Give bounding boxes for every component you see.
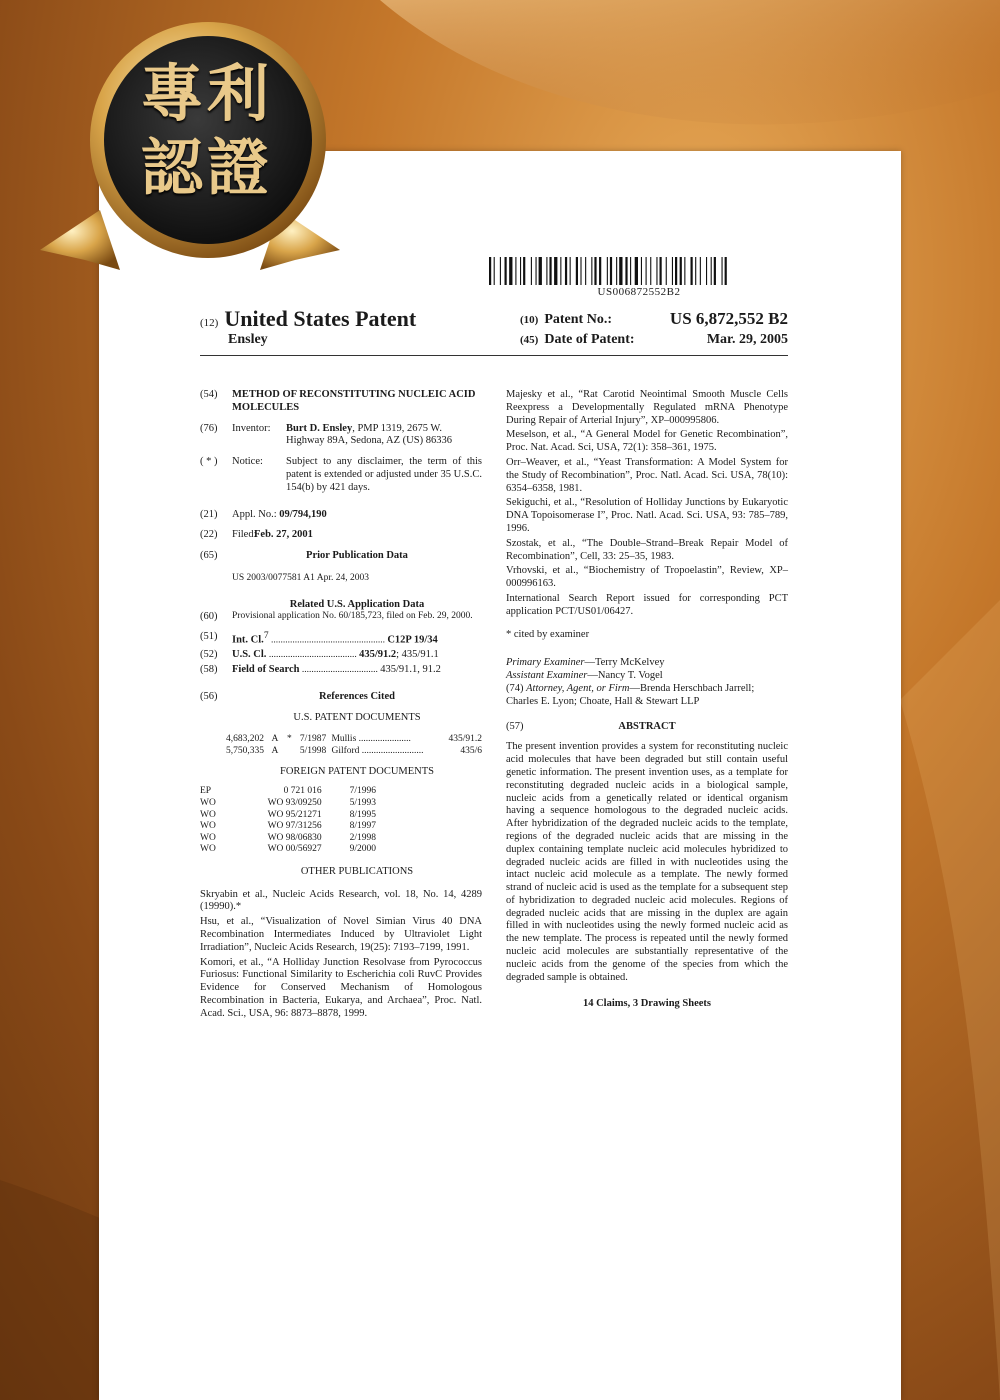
appl-row: [200, 509, 482, 522]
notice-code: ( * ): [200, 456, 218, 468]
patent-no-label: Patent No.:: [544, 312, 612, 327]
patent-number: US 6,872,552 B2: [669, 309, 788, 328]
primary-name: —Terry McKelvey: [584, 657, 665, 669]
other-pubs-list: [200, 889, 482, 1021]
patent-date-row: [520, 331, 788, 348]
publication-entry: Majesky et al., “Rat Carotid Neointimal Smooth Muscle Cells Reexpress a Developmentally Regulated mRNA Phenotype During Repair of Arterial Injury”, XP–000995806.: [506, 389, 788, 426]
barcode-bar: [539, 257, 542, 285]
barcode-bar: [523, 257, 525, 285]
assistant-examiner: [506, 670, 788, 683]
barcode-bar: [520, 257, 521, 285]
invention-title: METHOD OF RECONSTITUTING NUCLEIC ACID MOLECULES: [232, 389, 476, 413]
barcode-bar: [546, 257, 547, 285]
barcode-bar: [531, 257, 532, 285]
filed-row: [200, 529, 482, 542]
inventor-name: Burt D. Ensley: [286, 422, 353, 434]
abstract-text: The present invention provides a system for reconstituting nucleic acid molecules that have been degraded but still contain useful genetic information. The present invention uses, as a template for reconstituting degraded nucleic acids in a biological sample, nucleic acids from a genetically related or identical organism having a sequence homologous to the degraded nucleic acids. After hybridization of the degraded nucleic acids to the template, regions of the degraded nucleic acids that are missing in the duplex containing template nucleic acid molecules hybridized to degraded nucleic acids are filled in with nucleotides using the intact nucleic acid molecule as a template. The newly formed strand of nucleic acid is used as the template for a subsequent step of hybridization to degraded nucleic acid molecules. Regions of degraded nucleic acids that are missing in the duplex are again filled in with nucleotides using the newly formed nucleic acid as the new template. The process is repeated until the newly formed nucleic acid molecules are substantially representative of the nucleic acids from the genome of the species from which the degraded sample is obtained.: [506, 741, 788, 983]
foreign-doc-cell: WO 97/31256: [267, 821, 322, 832]
barcode: [489, 257, 789, 285]
barcode-bar: [691, 257, 693, 285]
barcode-bar: [666, 257, 667, 285]
barcode-bar: [714, 257, 716, 285]
foreign-docs-heading: FOREIGN PATENT DOCUMENTS: [279, 765, 435, 777]
us-docs-table: [226, 734, 482, 757]
foreign-doc-cell: 8/1995: [349, 809, 377, 820]
barcode-bar: [625, 257, 627, 285]
inventor-row: [200, 423, 482, 449]
inventor-label: Inventor:: [232, 422, 271, 434]
barcode-bar: [610, 257, 612, 285]
publication-entry: Meselson, et al., “A General Model for Genetic Recombination”, Proc. Nat. Acad. Sci, USA, 72(1): 358–361, 1975.: [506, 429, 788, 454]
abstract-code: (57): [506, 720, 524, 732]
foreign-doc-row: [200, 798, 400, 810]
barcode-bar: [700, 257, 701, 285]
kind-code: (12): [200, 317, 219, 329]
int-cl-row: [200, 631, 482, 647]
uscl-value-main: 435/91.2: [359, 649, 397, 661]
barcode-bar: [576, 257, 578, 285]
barcode-bar: [635, 257, 638, 285]
barcode-bar: [591, 257, 592, 285]
patent-title-block: [200, 306, 416, 333]
barcode-bar: [494, 257, 495, 285]
barcode-bar: [585, 257, 586, 285]
date-label: Date of Patent:: [544, 332, 635, 347]
barcode-bar: [650, 257, 651, 285]
barcode-bar: [680, 257, 682, 285]
field-label: Field of Search: [232, 664, 300, 676]
publication-entry: Szostak, et al., “The Double–Strand–Break Repair Model of Recombination”, Cell, 33: 25–35, 1983.: [506, 537, 788, 562]
assistant-name: —Nancy T. Vogel: [587, 670, 663, 682]
barcode-bar: [619, 257, 622, 285]
field-code: (58): [200, 664, 218, 676]
attorney-label: Attorney, Agent, or Firm: [526, 682, 630, 694]
publication-entry: Orr–Weaver, et al., “Yeast Transformation: A Model System for the Study of Recombination”, Proc. Natl. Acad. Sci. USA, 78(10): 6354–6358, 1981.: [506, 456, 788, 494]
barcode-bar: [616, 257, 617, 285]
uscl-code: (52): [200, 649, 218, 661]
abstract-heading-row: [506, 721, 788, 734]
us-doc-row: [226, 746, 482, 758]
cited-note: * cited by examiner: [506, 628, 590, 640]
barcode-bar: [660, 257, 662, 285]
barcode-bar: [489, 257, 491, 285]
foreign-doc-cell: 2/1998: [349, 832, 377, 843]
barcode-bar: [505, 257, 507, 285]
barcode-bar: [509, 257, 512, 285]
assistant-label: Assistant Examiner: [506, 670, 588, 682]
foreign-doc-cell: 9/2000: [349, 844, 377, 855]
foreign-doc-cell: 0 721 016: [283, 786, 322, 797]
foreign-doc-cell: WO: [200, 821, 216, 832]
foreign-doc-cell: 8/1997: [349, 821, 377, 832]
intcl-value: C12P 19/34: [387, 634, 438, 646]
intcl-code: (51): [200, 630, 218, 642]
foreign-doc-row: [200, 821, 400, 833]
attorney-row: [506, 683, 788, 709]
uscl-label: U.S. Cl.: [232, 649, 267, 661]
claims-summary: 14 Claims, 3 Drawing Sheets: [582, 998, 712, 1010]
badge-line-1: 專利: [140, 57, 273, 130]
barcode-bar: [515, 257, 516, 285]
refs-code: (56): [200, 690, 218, 702]
filed-label: Filed:: [232, 529, 257, 541]
prov-code: (60): [200, 611, 218, 623]
prior-pub-heading: Prior Publication Data: [306, 550, 408, 562]
barcode-bar: [570, 257, 571, 285]
barcode-bar: [706, 257, 707, 285]
filed-date: Feb. 27, 2001: [254, 529, 313, 541]
us-doc-cell: Gilford ..........................: [331, 745, 424, 756]
barcode-bar: [646, 257, 647, 285]
barcode-bar: [641, 257, 642, 285]
intcl-dots: ................................................: [268, 635, 388, 646]
filed-code: (22): [200, 529, 218, 541]
provisional-text: Provisional application No. 60/185,723, filed on Feb. 29, 2000.: [232, 611, 473, 622]
barcode-bar: [549, 257, 551, 285]
left-column: [200, 389, 482, 1023]
foreign-doc-cell: WO 98/06830: [267, 832, 322, 843]
attorney-name: —Brenda Herschbach Jarrell; Charles E. Lyon; Choate, Hall & Stewart LLP: [506, 682, 755, 707]
prior-code: (65): [200, 550, 218, 562]
patent-type-title: United States Patent: [224, 306, 417, 331]
field-value: 435/91.1, 91.2: [380, 664, 441, 676]
publication-entry: Komori, et al., “A Holliday Junction Resolvase from Pyrococcus Furiosus: Functional Similarity to Escherichia coli RuvC Provides Evidence for Conserved Mechanism of Homologous Recombination in Bacteria, Eukarya, and Archaea”, Proc. Natl. Acad. Sci., USA, 96: 8873–8878, 1999.: [200, 956, 482, 1019]
notice-row: [200, 456, 482, 494]
notice-text: Subject to any disclaimer, the term of this patent is extended or adjusted under 35 U.S.C. 154(b) by 421 days.: [286, 456, 482, 493]
invention-title-row: [200, 389, 482, 415]
foreign-doc-cell: WO: [200, 844, 216, 855]
publication-entry: Vrhovski, et al., “Biochemistry of Tropoelastin”, Review, XP–000996163.: [506, 565, 788, 590]
inventor-address: , PMP 1319, 2675 W. Highway 89A, Sedona, AZ (US) 86336: [286, 422, 452, 447]
header-rule: [200, 355, 788, 356]
barcode-bar: [725, 257, 727, 285]
foreign-doc-row: [200, 833, 400, 845]
us-doc-cell: *: [286, 734, 292, 745]
field-dots: ................................: [299, 665, 381, 676]
patent-no-code: (10): [520, 314, 539, 326]
us-doc-row: [226, 734, 482, 746]
foreign-doc-cell: WO 95/21271: [267, 809, 322, 820]
uscl-value-extra: ; 435/91.1: [396, 649, 439, 661]
us-doc-cell: 5/1998: [299, 745, 327, 756]
foreign-doc-cell: EP: [200, 786, 212, 797]
prior-pub-row: [200, 550, 482, 584]
patent-number-row: [520, 311, 788, 328]
us-doc-cell: A: [271, 734, 279, 745]
barcode-bar: [560, 257, 561, 285]
refs-heading: References Cited: [319, 690, 395, 702]
date-code: (45): [520, 334, 539, 346]
attorney-code: (74): [506, 682, 524, 694]
us-doc-cell: 7/1987: [299, 734, 327, 745]
foreign-doc-cell: WO: [200, 832, 216, 843]
us-doc-cell: 435/6: [460, 745, 482, 756]
us-doc-cell: A: [271, 745, 279, 756]
barcode-bar: [594, 257, 596, 285]
intcl-label: Int. Cl.: [232, 634, 264, 646]
badge-line-2: 認證: [140, 131, 273, 204]
related-heading: Related U.S. Application Data: [289, 598, 425, 610]
us-doc-cell: 435/91.2: [448, 734, 482, 745]
publication-entry: International Search Report issued for corresponding PCT application PCT/US01/06427.: [506, 592, 788, 617]
foreign-doc-row: [200, 786, 400, 798]
intcl-sup: 7: [263, 630, 269, 641]
barcode-bar: [630, 257, 631, 285]
patent-page: [99, 151, 901, 1400]
foreign-doc-row: [200, 810, 400, 822]
barcode-bar: [695, 257, 696, 285]
right-refs-list: [506, 389, 788, 619]
barcode-bar: [672, 257, 673, 285]
primary-label: Primary Examiner: [506, 657, 585, 669]
publication-entry: Skryabin et al., Nucleic Acids Research, vol. 18, No. 14, 4289 (19990).*: [200, 888, 482, 913]
header-inventor: Ensley: [228, 332, 268, 347]
publication-entry: Sekiguchi, et al., “Resolution of Holliday Junctions by Eukaryotic DNA Topoisomerase I”, Proc. Natl. Acad. Sci. USA, 93: 785–789, 1996.: [506, 497, 788, 534]
barcode-number: US006872552B2: [597, 286, 681, 298]
foreign-doc-cell: 5/1993: [349, 797, 377, 808]
prior-pub-text: US 2003/0077581 A1 Apr. 24, 2003: [232, 572, 369, 583]
provisional-row: [200, 611, 482, 623]
barcode-bar: [711, 257, 712, 285]
barcode-bar: [722, 257, 723, 285]
appl-number: 09/794,190: [279, 508, 327, 520]
barcode-bar: [554, 257, 557, 285]
uscl-dots: .....................................: [266, 650, 360, 661]
primary-examiner: [506, 657, 788, 670]
inventor-code: (76): [200, 422, 218, 434]
refs-row: [200, 691, 482, 704]
barcode-bar: [656, 257, 657, 285]
us-cl-row: [200, 649, 482, 662]
publication-entry: Hsu, et al., “Visualization of Novel Simian Virus 40 DNA Recombination Intermediates Induced by Ultraviolet Light Irradiation”, Nucleic Acids Research, 19(25): 7193–7199, 1991.: [200, 916, 482, 953]
other-pubs-heading: OTHER PUBLICATIONS: [300, 865, 414, 877]
foreign-doc-cell: WO: [200, 809, 216, 820]
abstract-heading: ABSTRACT: [618, 720, 676, 732]
us-doc-cell: [287, 746, 300, 758]
title-code: (54): [200, 389, 218, 400]
right-column: [506, 389, 788, 1011]
barcode-bar: [675, 257, 677, 285]
foreign-doc-row: [200, 844, 400, 856]
us-doc-cell: 4,683,202: [226, 734, 264, 745]
foreign-doc-cell: WO: [200, 797, 216, 808]
appl-label: Appl. No.:: [232, 508, 277, 520]
foreign-doc-cell: WO 93/09250: [267, 797, 322, 808]
barcode-bar: [607, 257, 608, 285]
patent-date: Mar. 29, 2005: [706, 332, 788, 347]
us-doc-cell: Mullis ......................: [331, 734, 411, 745]
notice-label: Notice:: [232, 456, 263, 468]
barcode-bar: [536, 257, 537, 285]
barcode-bar: [580, 257, 581, 285]
barcode-bar: [500, 257, 501, 285]
barcode-bar: [599, 257, 601, 285]
us-doc-cell: 5,750,335: [226, 745, 264, 756]
foreign-doc-cell: 7/1996: [349, 786, 377, 797]
barcode-bar: [684, 257, 685, 285]
barcode-bar: [565, 257, 567, 285]
us-docs-heading: U.S. PATENT DOCUMENTS: [293, 711, 421, 723]
appl-code: (21): [200, 508, 218, 520]
field-search-row: [200, 664, 482, 677]
foreign-doc-cell: WO 00/56927: [267, 844, 322, 855]
foreign-docs-table: [200, 786, 400, 855]
